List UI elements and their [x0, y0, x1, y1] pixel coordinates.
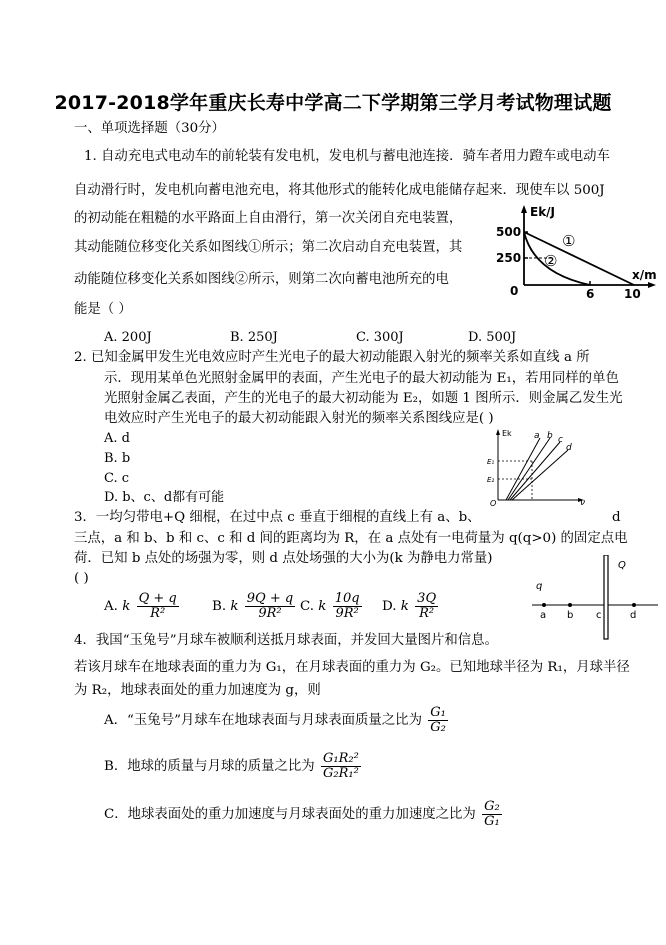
- q1-energy-graph: [490, 203, 660, 303]
- q3-line-1-end: d: [612, 510, 621, 525]
- q2-line-2: 示．现用某单色光照射金属甲的表面，产生光电子的最大初动能为 E₁，若用同样的单色: [104, 371, 619, 386]
- q2-label-a: a: [534, 431, 540, 441]
- q1-origin: 0: [510, 284, 519, 298]
- q2-option-b: B. b: [104, 451, 131, 466]
- q4-line-3: 为 R₂，地球表面处的重力加速度为 g，则: [74, 683, 321, 698]
- q3-point-a: a: [540, 610, 547, 621]
- q2-label-c: c: [558, 435, 563, 445]
- q1-x-tick-6: 6: [586, 287, 595, 301]
- q2-label-b: b: [547, 431, 553, 441]
- q2-origin: O: [490, 499, 497, 506]
- q1-line-4: 其动能随位移变化关系如图线①所示；第二次启动自充电装置，其: [74, 240, 463, 255]
- q1-line-6: 能是（ ）: [74, 302, 132, 317]
- q3-point-b: b: [567, 610, 574, 621]
- q3-point-c: c: [596, 610, 602, 621]
- q1-y-tick-500: 500: [496, 225, 522, 239]
- q2-option-a: A. d: [104, 431, 130, 446]
- q1-option-b: B. 250J: [230, 330, 278, 345]
- q1-option-c: C. 300J: [356, 330, 404, 345]
- q2-line-b: [508, 438, 550, 500]
- q1-option-d: D. 500J: [468, 330, 517, 345]
- q2-x-axis-label: ν: [580, 498, 586, 506]
- q1-x-arrow: [648, 282, 656, 288]
- q3-rod: [604, 555, 608, 639]
- q3-line-1: 3．一均匀带电+Q 细棍，在过中点 c 垂直于细棍的直线上有 a、b、: [74, 510, 481, 525]
- q1-y-tick-250: 250: [496, 251, 522, 265]
- q1-line-2: 自动滑行时，发电机向蓄电池充电，将其他形式的能转化成电能储存起来．现使车以 500J: [74, 183, 605, 198]
- q2-level-e1: E₁: [487, 458, 495, 466]
- q3-option-b: B. k $\frac{9Q + q}{\text{9R²}}$: [212, 591, 294, 621]
- q2-line-3: 光照射金属乙表面，产生的光电子的最大初动能为 E₂，如题 1 图所示．则金属乙发生光: [104, 391, 623, 406]
- q2-line-d: [512, 450, 568, 500]
- page-title: 2017-2018学年重庆长寿中学高二下学期第三学月考试物理试题: [54, 92, 612, 114]
- q4-option-a: A．“玉兔号”月球车在地球表面与月球表面质量之比为 $\frac{\text{G₁}}{\text{G₂}}$: [104, 705, 446, 735]
- q2-level-e2: E₂: [487, 476, 495, 484]
- q2-line-c: [510, 442, 560, 500]
- q3-line-2: 三点，a 和 b、b 和 c、c 和 d 间的距离均为 R，在 a 点处有一电荷量为 q(q>0) 的固定点电: [74, 531, 628, 546]
- q2-line-1: 2. 已知金属甲发生光电效应时产生光电子的最大初动能跟入射光的频率关系如直线 a 所: [74, 350, 590, 365]
- q2-option-c: C. c: [104, 471, 130, 486]
- q3-option-a: A. k $\frac{Q + q}{\text{R²}}$: [104, 591, 177, 621]
- q2-y-axis-label: Ek: [502, 429, 512, 438]
- section-heading: 一、单项选择题（30分）: [74, 121, 225, 136]
- q3-rod-label: Q: [618, 560, 626, 571]
- q1-y-arrow: [521, 205, 527, 213]
- q3-option-c: C. k $\frac{10q}{\text{9R²}}$: [300, 591, 360, 621]
- q2-line-4: 电效应时产生光电子的最大初动能跟入射光的频率关系图线应是( ): [104, 411, 494, 426]
- q3-option-d: D. k $\frac{3Q}{\text{R²}}$: [382, 591, 437, 621]
- q1-line-1: 1. 自动充电式电动车的前轮装有发电机，发电机与蓄电池连接．骑车者用力蹬车或电动车: [84, 149, 610, 164]
- q3-line-4: ( ): [74, 571, 89, 586]
- q3-point-d: d: [630, 610, 637, 621]
- q4-option-b: B．地球的质量与月球的质量之比为 $\frac{\text{G₁R₂²}}{\text{G₂R₁²}}$: [104, 751, 359, 781]
- q2-label-d: d: [566, 443, 572, 453]
- q1-option-a: A. 200J: [104, 330, 152, 345]
- q3-rod-figure: [530, 555, 660, 641]
- q1-line-3: 的初动能在粗糙的水平路面上自由滑行，第一次关闭自充电装置，: [74, 211, 463, 226]
- q3-line-3: 荷．已知 b 点处的场强为零，则 d 点处场强的大小为(k 为静电力常量): [74, 551, 493, 566]
- q4-option-c: C．地球表面处的重力加速度与月球表面处的重力加速度之比为 $\frac{\text{G₂}}{\text{G₁}}$: [104, 799, 500, 829]
- q2-photoelectric-graph: [476, 426, 588, 506]
- q1-curve-1-label: ①: [562, 232, 576, 250]
- q1-curve-2-label: ②: [544, 252, 558, 270]
- q1-x-tick-10: 10: [624, 287, 641, 301]
- q1-line-5: 动能随位移变化关系如图线②所示，则第二次向蓄电池所充的电: [74, 272, 449, 287]
- q2-option-d: D. b、c、d都有可能: [104, 490, 225, 505]
- q1-y-axis-label: Ek/J: [530, 205, 556, 219]
- q4-line-2: 若该月球车在地球表面的重力为 G₁，在月球表面的重力为 G₂。已知地球半径为 R₁，月球半径: [74, 660, 630, 675]
- q1-x-axis-label: x/m: [632, 268, 657, 282]
- q3-charge-label: q: [536, 581, 543, 592]
- q4-line-1: 4．我国“玉兔号”月球车被顺利送抵月球表面，并发回大量图片和信息。: [74, 633, 498, 648]
